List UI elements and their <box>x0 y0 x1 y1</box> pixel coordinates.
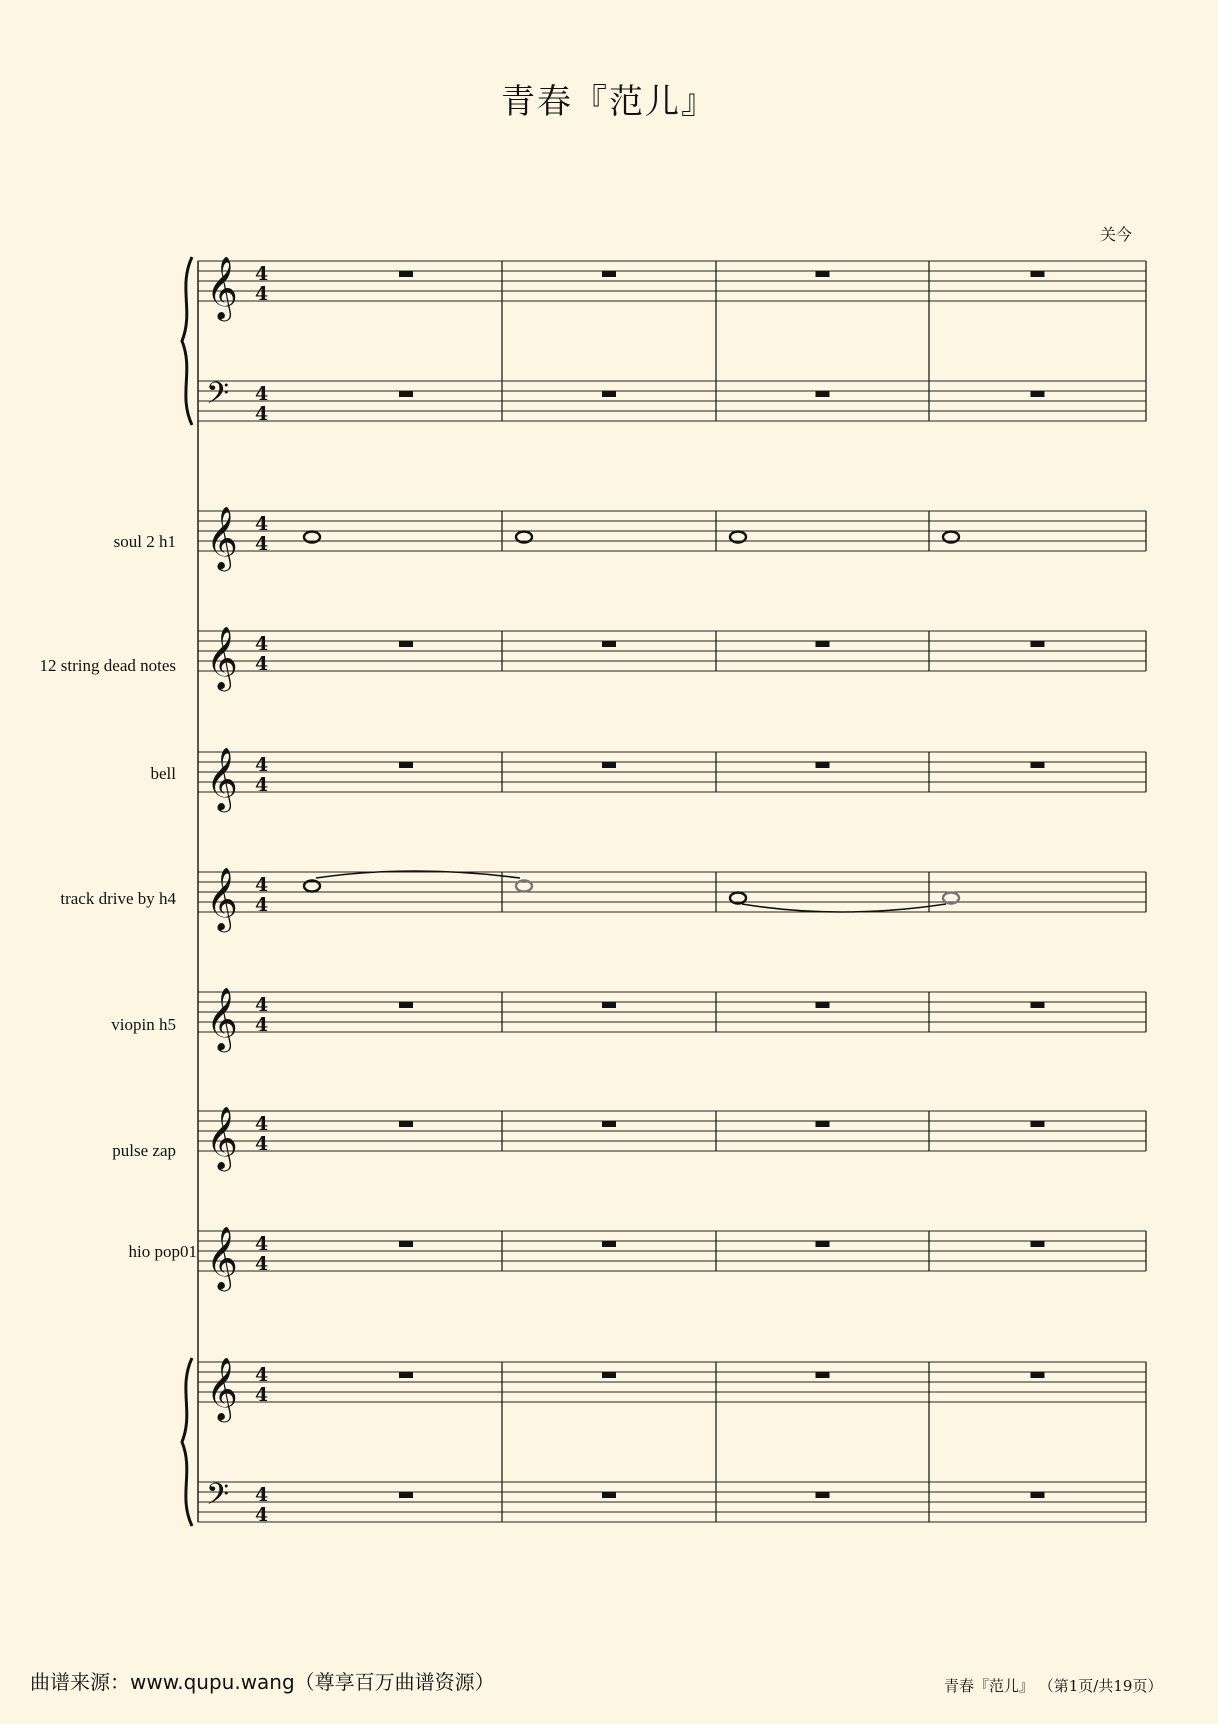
piano-brace <box>182 1358 192 1526</box>
treble-clef-icon: 𝄞 <box>206 747 238 810</box>
time-signature-numerator: 4 <box>255 513 269 535</box>
whole-rest <box>602 1121 616 1127</box>
time-signature-denominator: 4 <box>255 774 269 796</box>
footer-page-info: 青春『范儿』 （第1页/共19页） <box>944 1677 1163 1695</box>
whole-rest <box>399 391 413 397</box>
whole-rest <box>816 1241 830 1247</box>
whole-rest <box>399 1241 413 1247</box>
instrument-label: hio pop01 <box>128 1242 197 1261</box>
time-signature-denominator: 4 <box>255 283 269 305</box>
whole-rest <box>1031 1372 1045 1378</box>
whole-rest <box>816 641 830 647</box>
footer-source[interactable]: 曲谱来源：www.qupu.wang（尊享百万曲谱资源） <box>30 1670 495 1694</box>
whole-rest <box>816 1372 830 1378</box>
whole-rest <box>816 762 830 768</box>
time-signature-numerator: 4 <box>255 874 269 896</box>
time-signature-denominator: 4 <box>255 1504 269 1526</box>
whole-rest <box>602 641 616 647</box>
time-signature-denominator: 4 <box>255 403 269 425</box>
whole-rest <box>399 1121 413 1127</box>
bass-clef-icon: 𝄢 <box>206 377 230 418</box>
time-signature-numerator: 4 <box>255 633 269 655</box>
whole-rest <box>602 1241 616 1247</box>
whole-rest <box>816 271 830 277</box>
whole-rest <box>1031 641 1045 647</box>
instrument-label: track drive by h4 <box>60 889 176 908</box>
time-signature-numerator: 4 <box>255 263 269 285</box>
whole-rest <box>602 271 616 277</box>
time-signature-denominator: 4 <box>255 1014 269 1036</box>
composer-name: 关今 <box>1100 225 1133 244</box>
time-signature-denominator: 4 <box>255 894 269 916</box>
whole-rest <box>1031 1241 1045 1247</box>
time-signature-denominator: 4 <box>255 1133 269 1155</box>
whole-rest <box>399 641 413 647</box>
whole-rest <box>602 1002 616 1008</box>
instrument-label: viopin h5 <box>111 1015 176 1034</box>
whole-rest <box>602 762 616 768</box>
whole-rest <box>1031 391 1045 397</box>
treble-clef-icon: 𝄞 <box>206 867 238 930</box>
whole-rest <box>399 1492 413 1498</box>
treble-clef-icon: 𝄞 <box>206 1357 238 1420</box>
whole-rest <box>602 1492 616 1498</box>
whole-rest <box>399 1002 413 1008</box>
whole-rest <box>399 1372 413 1378</box>
whole-rest <box>816 1121 830 1127</box>
time-signature-numerator: 4 <box>255 1233 269 1255</box>
time-signature-numerator: 4 <box>255 1113 269 1135</box>
time-signature-numerator: 4 <box>255 994 269 1016</box>
instrument-label: soul 2 h1 <box>113 532 176 551</box>
instrument-label: pulse zap <box>112 1141 176 1160</box>
whole-rest <box>1031 1002 1045 1008</box>
whole-rest <box>1031 1492 1045 1498</box>
treble-clef-icon: 𝄞 <box>206 256 238 319</box>
whole-rest <box>1031 1121 1045 1127</box>
whole-rest <box>816 1492 830 1498</box>
time-signature-denominator: 4 <box>255 1384 269 1406</box>
whole-rest <box>399 762 413 768</box>
time-signature-denominator: 4 <box>255 653 269 675</box>
instrument-label: bell <box>150 764 176 783</box>
time-signature-numerator: 4 <box>255 383 269 405</box>
treble-clef-icon: 𝄞 <box>206 506 238 569</box>
score-title: 青春『范儿』 <box>501 82 717 122</box>
whole-rest <box>602 391 616 397</box>
whole-rest <box>602 1372 616 1378</box>
treble-clef-icon: 𝄞 <box>206 1106 238 1169</box>
time-signature-denominator: 4 <box>255 533 269 555</box>
instrument-label: 12 string dead notes <box>39 656 176 675</box>
whole-rest <box>399 271 413 277</box>
time-signature-numerator: 4 <box>255 1364 269 1386</box>
piano-brace <box>182 257 192 425</box>
whole-rest <box>1031 271 1045 277</box>
whole-rest <box>816 1002 830 1008</box>
treble-clef-icon: 𝄞 <box>206 987 238 1050</box>
treble-clef-icon: 𝄞 <box>206 1226 238 1289</box>
whole-rest <box>1031 762 1045 768</box>
bass-clef-icon: 𝄢 <box>206 1478 230 1519</box>
treble-clef-icon: 𝄞 <box>206 626 238 689</box>
time-signature-numerator: 4 <box>255 1484 269 1506</box>
time-signature-denominator: 4 <box>255 1253 269 1275</box>
time-signature-numerator: 4 <box>255 754 269 776</box>
whole-rest <box>816 391 830 397</box>
tie <box>742 904 946 912</box>
